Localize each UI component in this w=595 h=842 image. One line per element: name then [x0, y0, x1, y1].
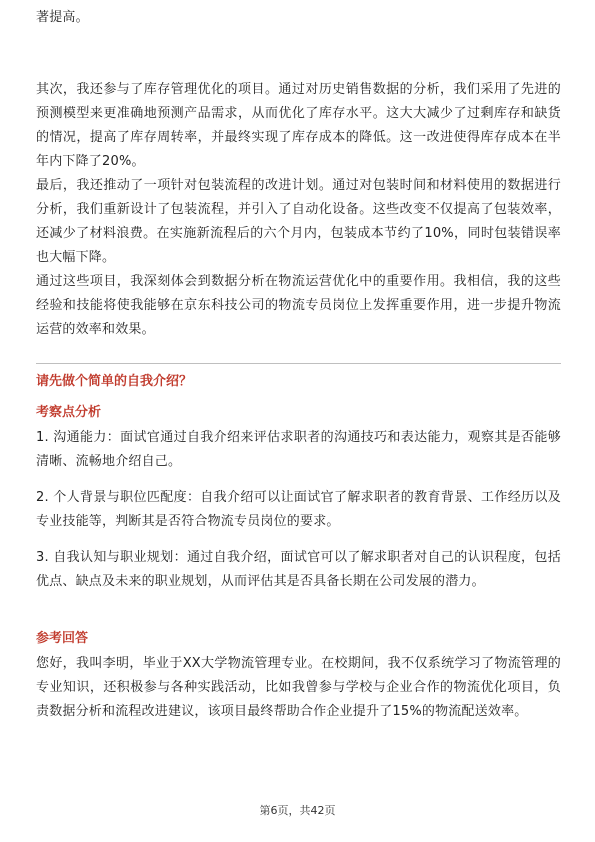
paragraph-inventory: 其次，我还参与了库存管理优化的项目。通过对历史销售数据的分析，我们采用了先进的预测模型来更准确地预测产品需求，从而优化了库存水平。这大大减少了过剩库存和缺货的情况，提高了库存周转率，并最终实现了库存成本的降低。这一改进使得库存成本在半年内下降了20%。: [36, 82, 561, 169]
analysis-point-2: 2. 个人背景与职位匹配度：自我介绍可以让面试官了解求职者的教育背景、工作经历以及专业技能等，判断其是否符合物流专员岗位的要求。: [36, 490, 561, 529]
paragraph-continued: 著提高。: [36, 10, 89, 25]
section-divider: [36, 363, 561, 364]
answer-heading: 参考回答: [36, 631, 89, 646]
analysis-heading: 考察点分析: [36, 405, 102, 420]
paragraph-conclusion: 通过这些项目，我深刻体会到数据分析在物流运营优化中的重要作用。我相信，我的这些经验和技能将使我能够在京东科技公司的物流专员岗位上发挥重要作用，进一步提升物流运营的效率和效果。: [36, 274, 561, 337]
question-title: 请先做个简单的自我介绍？: [36, 374, 193, 389]
answer-text: 您好，我叫李明，毕业于XX大学物流管理专业。在校期间，我不仅系统学习了物流管理的专业知识，还积极参与各种实践活动，比如我曾参与学校与企业合作的物流优化项目，负责数据分析和流程改进建议，该项目最终帮助合作企业提升了15%的物流配送效率。: [36, 656, 561, 719]
page-footer: 第6页，共42页: [259, 804, 336, 817]
analysis-point-1: 1. 沟通能力：面试官通过自我介绍来评估求职者的沟通技巧和表达能力，观察其是否能够清晰、流畅地介绍自己。: [36, 430, 561, 469]
analysis-point-3: 3. 自我认知与职业规划：通过自我介绍，面试官可以了解求职者对自己的认识程度，包括优点、缺点及未来的职业规划，从而评估其是否具备长期在公司发展的潜力。: [36, 550, 561, 589]
paragraph-packaging: 最后，我还推动了一项针对包装流程的改进计划。通过对包装时间和材料使用的数据进行分析，我们重新设计了包装流程，并引入了自动化设备。这些改变不仅提高了包装效率，还减少了材料浪费。在实施新流程后的六个月内，包装成本节约了10%，同时包装错误率也大幅下降。: [36, 178, 561, 265]
